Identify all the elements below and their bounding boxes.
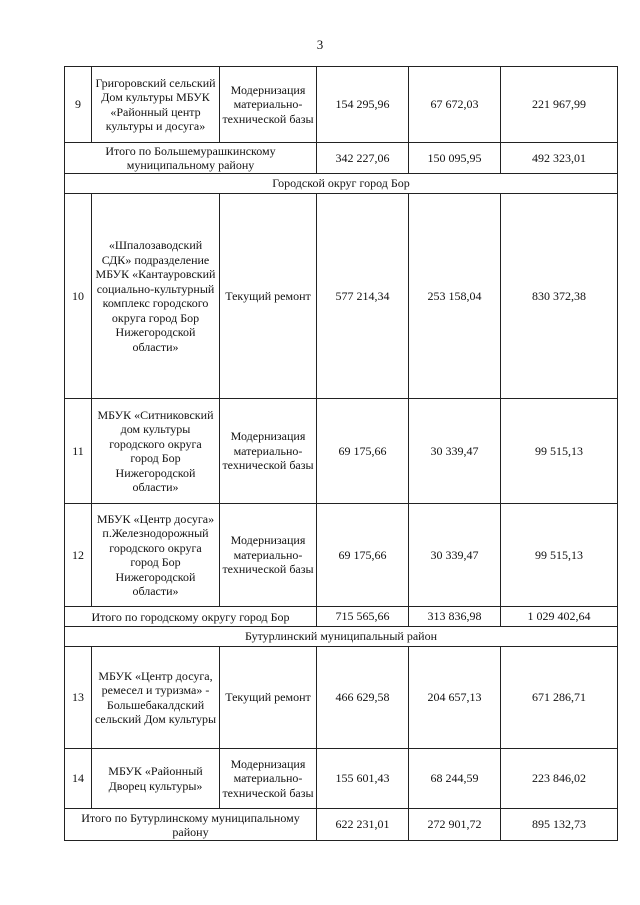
amount-cell: 99 515,13 <box>501 504 618 607</box>
total-amount: 150 095,95 <box>409 143 501 174</box>
amount-cell: 204 657,13 <box>409 647 501 749</box>
row-number: 12 <box>65 504 92 607</box>
section-title: Городской округ город Бор <box>65 174 618 194</box>
institution-name: МБУК «Центр досуга» п.Железнодорожный городского округа город Бор Нижегородской области» <box>92 504 220 607</box>
work-type: Модернизация материально-технической базы <box>220 504 317 607</box>
row-number: 11 <box>65 399 92 504</box>
amount-cell: 671 286,71 <box>501 647 618 749</box>
total-amount: 895 132,73 <box>501 809 618 841</box>
institution-name: МБУК «Районный Дворец культуры» <box>92 749 220 809</box>
page-number: 3 <box>316 37 324 52</box>
amount-cell: 221 967,99 <box>501 67 618 143</box>
row-number: 13 <box>65 647 92 749</box>
total-row <box>65 809 618 841</box>
total-row <box>65 143 618 174</box>
amount-cell: 30 339,47 <box>409 399 501 504</box>
work-type: Текущий ремонт <box>220 194 317 399</box>
total-amount: 1 029 402,64 <box>501 607 618 627</box>
institution-name: «Шпалозаводский СДК» подразделение МБУК «Кантауровский социально-культурный комплекс городского округа город Бор Нижегородской области» <box>92 194 220 399</box>
amount-cell: 154 295,96 <box>317 67 409 143</box>
institution-name: МБУК «Центр досуга, ремесел и туризма» - Большебакалдский сельский Дом культуры <box>92 647 220 749</box>
total-label: Итого по Большемурашкинскому муниципальному району <box>65 143 317 174</box>
total-amount: 313 836,98 <box>409 607 501 627</box>
table-row <box>65 647 618 749</box>
work-type: Модернизация материально-технической базы <box>220 399 317 504</box>
amount-cell: 30 339,47 <box>409 504 501 607</box>
section-row <box>65 627 618 647</box>
total-amount: 622 231,01 <box>317 809 409 841</box>
row-number: 14 <box>65 749 92 809</box>
table-row <box>65 67 618 143</box>
funding-table <box>64 66 618 841</box>
amount-cell: 69 175,66 <box>317 399 409 504</box>
total-row <box>65 607 618 627</box>
table-row <box>65 194 618 399</box>
table-row <box>65 399 618 504</box>
institution-name: МБУК «Ситниковский дом культуры городского округа город Бор Нижегородской области» <box>92 399 220 504</box>
amount-cell: 466 629,58 <box>317 647 409 749</box>
amount-cell: 99 515,13 <box>501 399 618 504</box>
amount-cell: 577 214,34 <box>317 194 409 399</box>
amount-cell: 253 158,04 <box>409 194 501 399</box>
work-type: Модернизация материально-технической базы <box>220 749 317 809</box>
amount-cell: 223 846,02 <box>501 749 618 809</box>
section-title: Бутурлинский муниципальный район <box>65 627 618 647</box>
amount-cell: 68 244,59 <box>409 749 501 809</box>
total-amount: 342 227,06 <box>317 143 409 174</box>
amount-cell: 69 175,66 <box>317 504 409 607</box>
total-label: Итого по Бутурлинскому муниципальному району <box>65 809 317 841</box>
amount-cell: 830 372,38 <box>501 194 618 399</box>
table-row <box>65 504 618 607</box>
institution-name: Григоровский сельский Дом культуры МБУК «Районный центр культуры и досуга» <box>92 67 220 143</box>
row-number: 10 <box>65 194 92 399</box>
work-type: Модернизация материально-технической базы <box>220 67 317 143</box>
total-amount: 715 565,66 <box>317 607 409 627</box>
total-amount: 492 323,01 <box>501 143 618 174</box>
total-label: Итого по городскому округу город Бор <box>65 607 317 627</box>
table-row <box>65 749 618 809</box>
amount-cell: 67 672,03 <box>409 67 501 143</box>
row-number: 9 <box>65 67 92 143</box>
total-amount: 272 901,72 <box>409 809 501 841</box>
section-row <box>65 174 618 194</box>
work-type: Текущий ремонт <box>220 647 317 749</box>
amount-cell: 155 601,43 <box>317 749 409 809</box>
